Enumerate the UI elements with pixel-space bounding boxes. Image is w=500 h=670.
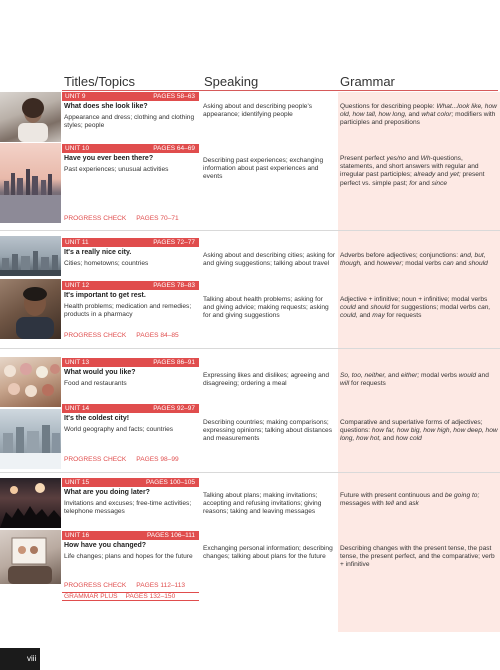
unit-10-speaking: Describing past experiences; exchanging information about past experiences and events [203, 157, 324, 181]
header-speaking: Speaking [204, 74, 259, 89]
section-divider [0, 348, 500, 349]
unit-12-title: It's important to get rest. [64, 292, 146, 299]
unit-10-topics: Past experiences; unusual activities [64, 166, 169, 173]
grammar-plus-pages: PAGES 132–150 [125, 593, 176, 600]
photo-city-view [0, 236, 61, 276]
unit-10-label: UNIT 10 [65, 145, 90, 152]
unit-9-pages: PAGES 58–63 [153, 93, 195, 100]
unit-13-pages: PAGES 86–91 [153, 359, 195, 366]
unit-11-bar[interactable] [62, 238, 199, 247]
photo-concert-crowd [0, 478, 61, 528]
unit-13-label: UNIT 13 [65, 359, 90, 366]
unit-16-speaking: Exchanging personal information; describing changes; talking about plans for the future [203, 545, 333, 561]
unit-13-grammar: So, too, neither, and either; modal verbs would and will for requests [340, 372, 489, 388]
unit-15-speaking: Talking about plans; making invitations; accepting and refusing invitations; giving reasons; taking and leaving messages [203, 492, 322, 516]
header-rule [62, 90, 498, 91]
unit-15-bar[interactable] [62, 478, 199, 487]
unit-14-title: It's the coldest city! [64, 415, 130, 422]
man-portrait-image [0, 279, 61, 339]
unit-12-speaking: Talking about health problems; asking for and giving advice; making requests; asking for and giving suggestions [203, 296, 329, 320]
photo-woman-portrait [0, 92, 61, 142]
progress-check-1-label: PROGRESS CHECK [64, 215, 127, 222]
unit-9-topics: Appearance and dress; clothing and clothing styles; people [64, 114, 195, 130]
unit-12-grammar: Adjective + infinitive; noun + infinitive; modal verbs could and should for suggestions; modal verbs can, could, and may for requests [340, 296, 491, 320]
unit-15-label: UNIT 15 [65, 479, 90, 486]
unit-12-topics: Health problems; medication and remedies; products in a pharmacy [64, 303, 192, 319]
unit-9-title: What does she look like? [64, 103, 148, 110]
unit-10-bar[interactable] [62, 144, 199, 153]
progress-check-1[interactable] [64, 215, 179, 222]
unit-16-title: How have you changed? [64, 542, 147, 549]
unit-12-bar[interactable] [62, 281, 199, 290]
unit-10-grammar: Present perfect yes/no and Wh-questions, statements, and short answers with regular and irregular past participles; already and yet; present perfect vs. simple past; for and since [340, 155, 485, 187]
progress-check-3-label: PROGRESS CHECK [64, 456, 127, 463]
unit-16-topics: Life changes; plans and hopes for the future [64, 553, 193, 560]
progress-check-4[interactable] [64, 582, 185, 589]
unit-11-speaking: Asking about and describing cities; asking for and giving suggestions; talking about travel [203, 252, 335, 268]
unit-14-speaking: Describing countries; making comparisons; expressing opinions; talking about distances and measurements [203, 419, 333, 443]
unit-14-label: UNIT 14 [65, 405, 90, 412]
unit-14-topics: World geography and facts; countries [64, 426, 174, 433]
unit-13-topics: Food and restaurants [64, 380, 127, 387]
progress-check-2[interactable] [64, 332, 179, 339]
unit-11-label: UNIT 11 [65, 239, 89, 246]
progress-check-3-pages: PAGES 98–99 [136, 456, 179, 463]
food-display-image [0, 357, 61, 407]
grammar-plus-label: GRAMMAR PLUS [64, 593, 118, 600]
unit-14-pages: PAGES 92–97 [153, 405, 195, 412]
unit-15-pages: PAGES 100–105 [145, 479, 195, 486]
header-grammar: Grammar [340, 74, 395, 89]
unit-12-pages: PAGES 78–83 [153, 282, 195, 289]
unit-9-speaking: Asking about and describing people's appearance; identifying people [203, 103, 313, 119]
unit-15-grammar: Future with present continuous and be going to; messages with tell and ask [340, 492, 480, 508]
unit-16-bar[interactable] [62, 531, 199, 540]
unit-14-grammar: Comparative and superlative forms of adjectives; questions: how far, how big, how high, how deep, how long, how hot, and how cold [340, 419, 498, 443]
unit-13-bar[interactable] [62, 358, 199, 367]
unit-9-label: UNIT 9 [65, 93, 86, 100]
unit-11-topics: Cities; hometowns; countries [64, 260, 149, 267]
progress-check-1-pages: PAGES 70–71 [136, 215, 179, 222]
unit-12-label: UNIT 12 [65, 282, 90, 289]
unit-16-grammar: Describing changes with the present tense, the past tense, the present perfect, and the comparative; verb + infinitive [340, 545, 495, 569]
unit-16-label: UNIT 16 [65, 532, 90, 539]
concert-crowd-image [0, 478, 61, 528]
photo-family-picture [0, 530, 61, 584]
unit-11-pages: PAGES 72–77 [153, 239, 195, 246]
unit-11-title: It's a really nice city. [64, 249, 132, 256]
header-titles-topics: Titles/Topics [64, 74, 136, 89]
city-skyline-image [0, 143, 61, 223]
unit-15-topics: Invitations and excuses; free-time activities; telephone messages [64, 500, 192, 516]
unit-13-title: What would you like? [64, 369, 136, 376]
progress-check-2-label: PROGRESS CHECK [64, 332, 127, 339]
progress-check-2-pages: PAGES 84–85 [136, 332, 179, 339]
photo-food-display [0, 357, 61, 407]
unit-9-bar[interactable] [62, 92, 199, 101]
unit-14-bar[interactable] [62, 404, 199, 413]
unit-10-title: Have you ever been there? [64, 155, 154, 162]
page-number: viii [0, 648, 40, 670]
photo-city-skyline [0, 143, 61, 223]
family-picture-image [0, 530, 61, 584]
unit-16-pages: PAGES 106–111 [146, 532, 195, 539]
photo-man-portrait [0, 279, 61, 339]
unit-9-grammar: Questions for describing people: What...look like, how old, how tall, how long, and what color; modifiers with participles and prepositions [340, 103, 497, 127]
section-divider [0, 230, 500, 231]
woman-portrait-image [0, 92, 61, 142]
unit-15-title: What are you doing later? [64, 489, 150, 496]
unit-10-pages: PAGES 64–69 [153, 145, 195, 152]
progress-check-4-pages: PAGES 112–113 [136, 582, 186, 589]
city-view-image [0, 236, 61, 276]
section-divider [0, 472, 500, 473]
snowy-city-image [0, 409, 61, 469]
photo-snowy-city [0, 409, 61, 469]
progress-check-4-label: PROGRESS CHECK [64, 582, 127, 589]
progress-check-3[interactable] [64, 456, 179, 463]
grammar-plus-bar[interactable] [62, 592, 199, 601]
unit-11-grammar: Adverbs before adjectives; conjunctions: and, but, though, and however; modal verbs can and should [340, 252, 488, 268]
unit-13-speaking: Expressing likes and dislikes; agreeing and disagreeing; ordering a meal [203, 372, 330, 388]
